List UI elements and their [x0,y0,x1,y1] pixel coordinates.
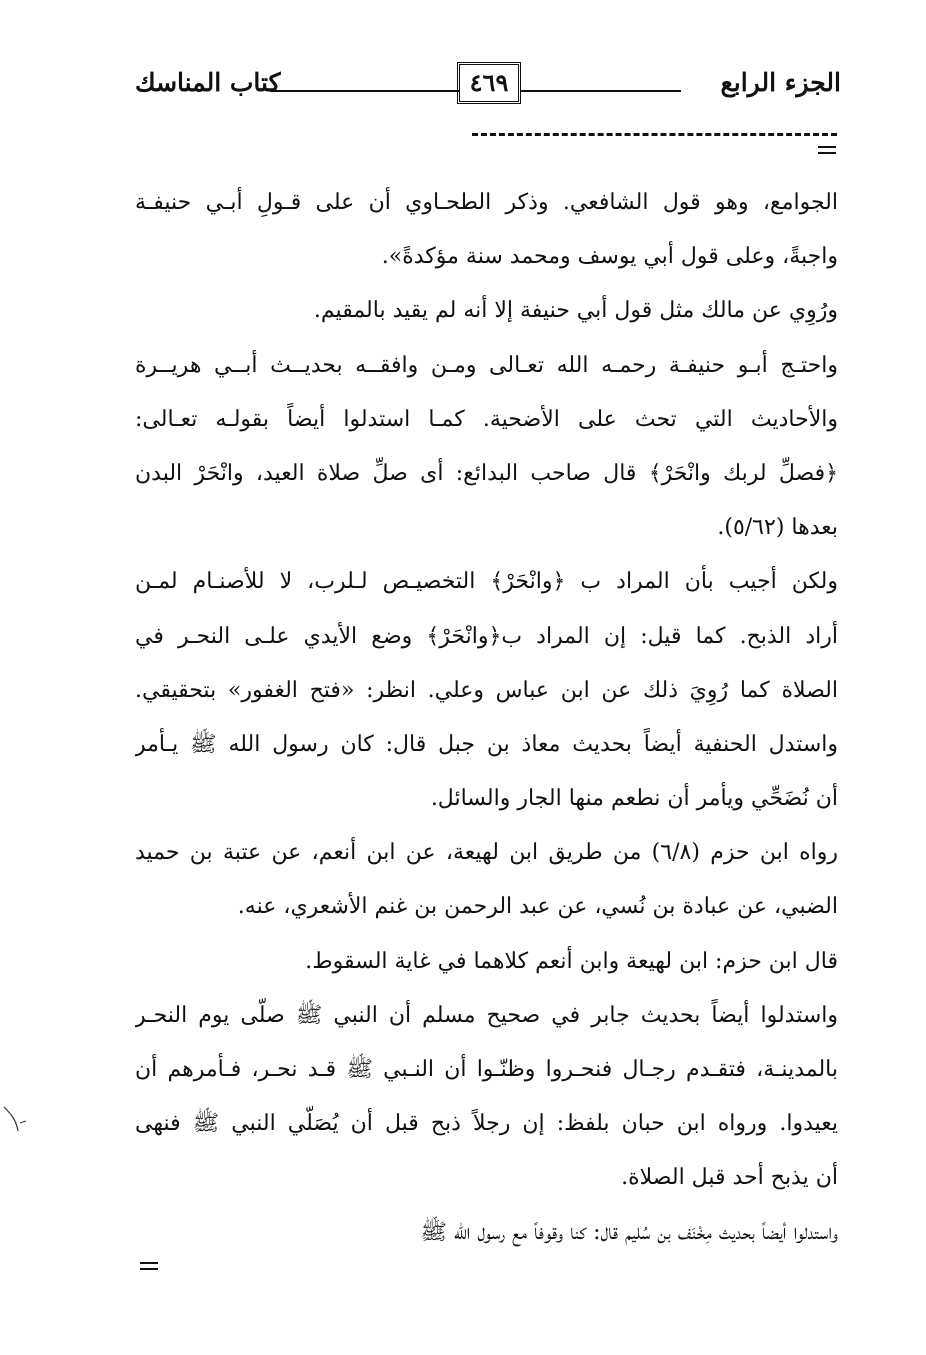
header-rule-right [521,90,681,92]
continuation-mark-bottom [140,1262,158,1274]
text-line: بالمدينـة، فتقـدم رجـال فنحـروا وظنّـوا أن النـبي ﷺ قـد نحـر، فـأمرهم أن [135,1057,838,1082]
text-line: ورُوِي عن مالك مثل قول أبي حنيفة إلا أنه لم يقيد بالمقيم. [313,298,838,324]
running-head [135,62,841,122]
continuation-mark-top [818,146,836,158]
part-label: الجزء الرابع [720,68,841,97]
text-line: واستدل الحنفية أيضاً بحديث معاذ بن جبل قال: كان رسول الله ﷺ يـأمر [135,731,838,757]
text-line: الضبي، عن عبادة بن نُسي، عن عبد الرحمن بن غنم الأشعري، عنه. [237,894,838,920]
text-line: واستدلوا أيضاً بحديث مِخْنَف بن سُليم قال: كنا وقوفاً مع رسول الله ﷺ [420,1219,838,1245]
text-line: بعدها (٥/٦٢). [717,515,838,541]
text-line: رواه ابن حزم (٦/٨) من طريق ابن لهيعة، عن ابن أنعم، عن عتبة بن حميد [135,840,838,866]
text-line: أن نُضَحِّي ويأمر أن نطعم منها الجار والسائل. [430,786,838,812]
text-line: ولكن أجيب بأن المراد ب ﴿وانْحَرْ﴾ التخصيـص لـلرب، لا للأصنـام لمـن [135,569,838,595]
scan-edge-mark [2,1105,30,1135]
text-line: واجبةً، وعلى قول أبي يوسف ومحمد سنة مؤكدةً». [381,244,838,270]
text-line: واحتـج أبـو حنيفـة رحمـه الله تعـالى ومـن وافقــه بحديــث أبــي هريــرة [135,352,838,378]
text-line: الصلاة كما رُوِيَ ذلك عن ابن عباس وعلي. انظر: «فتح الغفور» بتحقيقي. [135,677,838,703]
header-rule-left [270,90,460,92]
text-line: واستدلوا أيضاً بحديث جابر في صحيح مسلم أن النبي ﷺ صلّى يوم النحـر [135,1002,838,1028]
text-line: أن يذبح أحد قبل الصلاة. [621,1165,838,1191]
text-line: ﴿فصلِّ لربك وانْحَرْ﴾ قال صاحب البدائع: أى صلِّ صلاة العيد، وانْحَرْ البدن [135,460,838,486]
page-number: ٤٦٩ [457,62,521,104]
footnote-body [135,176,838,1260]
book-title: كتاب المناسك [135,68,281,97]
text-line: يعيدوا. ورواه ابن حبان بلفظ: إن رجلاً ذبح قبل أن يُصَلّي النبي ﷺ فنهى [135,1111,838,1137]
footnote-separator [472,133,837,136]
text-line: والأحاديث التي تحث على الأضحية. كمـا استدلوا أيضاً بقولـه تعـالى: [135,406,838,432]
text-line: الجوامع، وهو قول الشافعي. وذكر الطحـاوي أن على قـولِ أبـي حنيفـة [135,190,838,215]
text-line: قال ابن حزم: ابن لهيعة وابن أنعم كلاهما في غاية السقوط. [305,948,838,974]
text-line: أراد الذبح. كما قيل: إن المراد ب﴿وانْحَرْ﴾ وضع الأيدي علـى النحـر في [135,623,838,649]
